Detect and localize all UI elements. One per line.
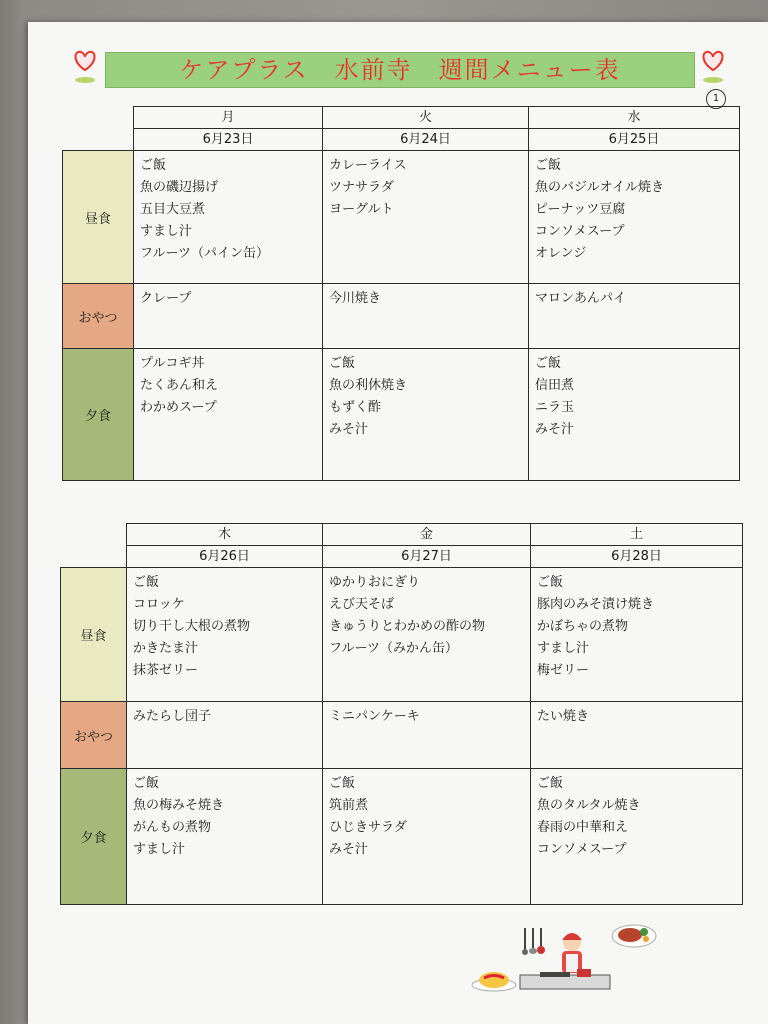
day-header: 土 bbox=[531, 524, 743, 546]
menu-item: たくあん和え bbox=[140, 378, 219, 393]
menu-item: オレンジ bbox=[535, 246, 587, 261]
meal-label-lunch: 昼食 bbox=[61, 568, 127, 702]
menu-cell bbox=[134, 151, 323, 284]
menu-item: みそ汁 bbox=[329, 422, 369, 437]
menu-item: 筑前煮 bbox=[329, 798, 369, 813]
menu-item: プルコギ丼 bbox=[140, 356, 205, 371]
menu-item: コンソメスープ bbox=[535, 224, 625, 239]
menu-item: すまし汁 bbox=[140, 224, 193, 239]
menu-item: 抹茶ゼリー bbox=[133, 663, 199, 678]
menu-item: ひじきサラダ bbox=[329, 820, 407, 835]
menu-item: 梅ゼリー bbox=[537, 663, 590, 678]
menu-item: 魚のタルタル焼き bbox=[537, 798, 641, 813]
date-header: 6月23日 bbox=[134, 129, 323, 151]
corner-blank bbox=[63, 107, 134, 129]
day-header: 金 bbox=[323, 524, 531, 546]
menu-cell bbox=[531, 702, 743, 769]
menu-cell bbox=[127, 702, 323, 769]
menu-cell bbox=[134, 349, 323, 481]
menu-cell bbox=[529, 349, 740, 481]
menu-item: ツナサラダ bbox=[329, 180, 394, 195]
menu-item: 五目大豆煮 bbox=[140, 202, 206, 217]
date-header: 6月26日 bbox=[127, 546, 323, 568]
menu-item: 切り干し大根の煮物 bbox=[133, 619, 251, 634]
menu-item: 魚の梅みそ焼き bbox=[133, 798, 225, 813]
menu-item: かきたま汁 bbox=[133, 641, 199, 656]
menu-item: ご飯 bbox=[537, 575, 564, 590]
date-header: 6月28日 bbox=[531, 546, 743, 568]
menu-cell bbox=[323, 349, 529, 481]
menu-item: すまし汁 bbox=[537, 641, 590, 656]
menu-item: フルーツ（みかん缶） bbox=[329, 641, 458, 656]
menu-cell bbox=[529, 284, 740, 349]
menu-cell bbox=[323, 702, 531, 769]
menu-item: もずく酢 bbox=[329, 400, 382, 415]
menu-item: みそ汁 bbox=[535, 422, 575, 437]
heart-left-icon bbox=[68, 48, 102, 88]
menu-cell bbox=[531, 769, 743, 905]
menu-item: わかめスープ bbox=[140, 400, 217, 415]
menu-item: フルーツ（パイン缶） bbox=[140, 246, 269, 261]
corner-blank bbox=[61, 524, 127, 546]
corner-blank bbox=[63, 129, 134, 151]
menu-item: ご飯 bbox=[133, 575, 160, 590]
day-header: 木 bbox=[127, 524, 323, 546]
menu-cell bbox=[323, 284, 529, 349]
menu-item: ニラ玉 bbox=[535, 400, 575, 415]
page-number: 1 bbox=[706, 89, 726, 109]
menu-item: がんもの煮物 bbox=[133, 820, 212, 835]
menu-item: クレープ bbox=[140, 291, 192, 306]
menu-item: みたらし団子 bbox=[133, 709, 212, 724]
menu-cell bbox=[531, 568, 743, 702]
menu-item: 豚肉のみそ漬け焼き bbox=[537, 597, 655, 612]
menu-item: ピーナッツ豆腐 bbox=[535, 202, 626, 217]
menu-item: ミニパンケーキ bbox=[329, 709, 420, 724]
menu-item: ご飯 bbox=[537, 776, 564, 791]
menu-cell bbox=[323, 151, 529, 284]
menu-item: 魚のバジルオイル焼き bbox=[535, 180, 665, 195]
menu-item: ご飯 bbox=[133, 776, 160, 791]
menu-table-week2 bbox=[60, 523, 743, 905]
menu-item: コロッケ bbox=[133, 597, 185, 612]
menu-item: 今川焼き bbox=[329, 291, 382, 306]
meal-label-snack: おやつ bbox=[63, 284, 134, 349]
menu-item: 魚の利休焼き bbox=[329, 378, 408, 393]
date-header: 6月24日 bbox=[323, 129, 529, 151]
corner-blank bbox=[61, 546, 127, 568]
menu-item: カレーライス bbox=[329, 158, 407, 173]
meal-label-snack: おやつ bbox=[61, 702, 127, 769]
menu-item: たい焼き bbox=[537, 709, 590, 724]
date-header: 6月27日 bbox=[323, 546, 531, 568]
menu-item: コンソメスープ bbox=[537, 842, 627, 857]
menu-cell bbox=[323, 568, 531, 702]
menu-item: かぼちゃの煮物 bbox=[537, 619, 629, 634]
meal-label-lunch: 昼食 bbox=[63, 151, 134, 284]
meal-label-dinner: 夕食 bbox=[63, 349, 134, 481]
menu-item: えび天そば bbox=[329, 597, 395, 612]
menu-cell bbox=[134, 284, 323, 349]
menu-item: ヨーグルト bbox=[329, 202, 394, 217]
menu-item: みそ汁 bbox=[329, 842, 369, 857]
cook-illustration bbox=[515, 920, 615, 995]
menu-cell bbox=[323, 769, 531, 905]
menu-item: ご飯 bbox=[329, 356, 356, 371]
menu-cell bbox=[127, 568, 323, 702]
menu-table-week1 bbox=[62, 106, 740, 481]
menu-item: マロンあんパイ bbox=[535, 291, 627, 306]
day-header: 水 bbox=[529, 107, 740, 129]
menu-item: 魚の磯辺揚げ bbox=[140, 180, 219, 195]
meal-label-dinner: 夕食 bbox=[61, 769, 127, 905]
menu-item: きゅうりとわかめの酢の物 bbox=[329, 619, 486, 634]
menu-item: すまし汁 bbox=[133, 842, 186, 857]
omelette-icon bbox=[470, 965, 518, 993]
menu-item: 信田煮 bbox=[535, 378, 575, 393]
steak-plate-icon bbox=[610, 920, 658, 950]
menu-item: ご飯 bbox=[535, 356, 562, 371]
menu-item: ゆかりおにぎり bbox=[329, 575, 421, 590]
heart-right-icon bbox=[696, 48, 730, 88]
menu-item: 春雨の中華和え bbox=[537, 820, 629, 835]
day-header: 月 bbox=[134, 107, 323, 129]
menu-item: ご飯 bbox=[329, 776, 356, 791]
menu-item: ご飯 bbox=[140, 158, 167, 173]
page-title: ケアプラス 水前寺 週間メニュー表 bbox=[105, 52, 695, 88]
menu-cell bbox=[529, 151, 740, 284]
day-header: 火 bbox=[323, 107, 529, 129]
date-header: 6月25日 bbox=[529, 129, 740, 151]
menu-item: ご飯 bbox=[535, 158, 562, 173]
menu-cell bbox=[127, 769, 323, 905]
